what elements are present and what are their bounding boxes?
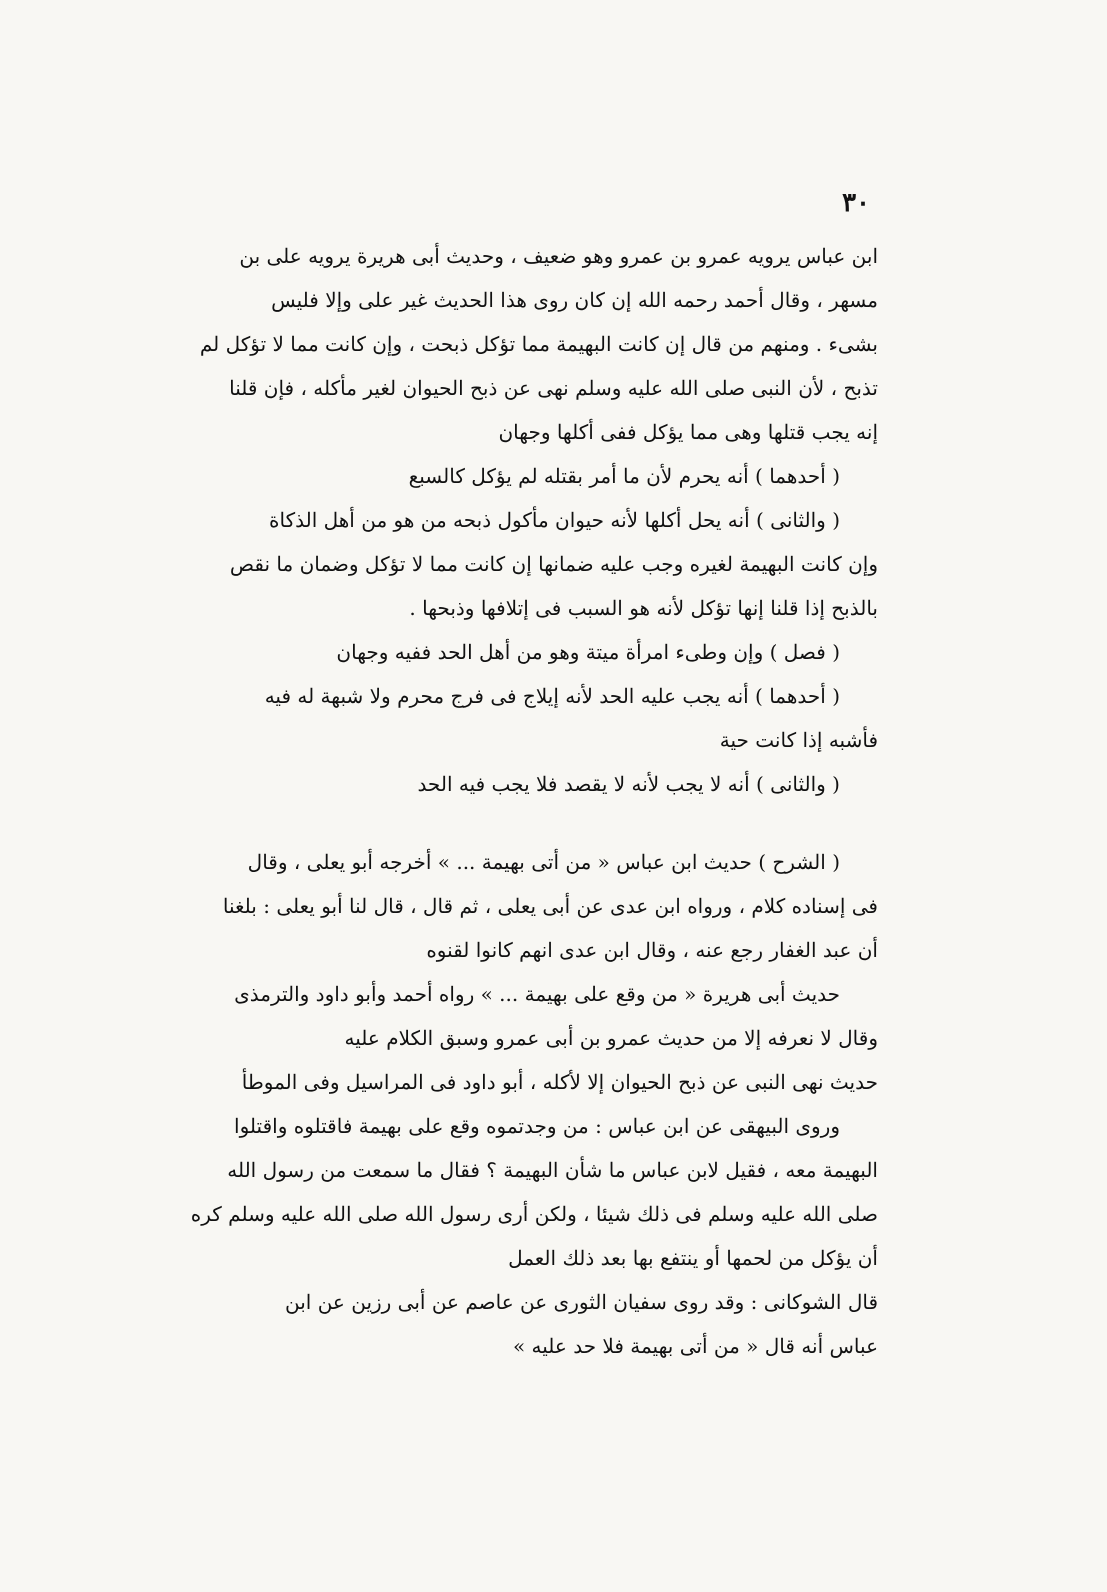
main-text-line: مسهر ، وقال أحمد رحمه الله إن كان روى هذا الحديث غير على وإلا فليس — [271, 288, 878, 312]
commentary-line: حديث نهى النبى عن ذبح الحيوان إلا لأكله ، أبو داود فى المراسيل وفى الموطأ — [241, 1070, 878, 1094]
commentary-line: صلى الله عليه وسلم فى ذلك شيئا ، ولكن أرى رسول الله صلى الله عليه وسلم كره — [190, 1202, 878, 1226]
commentary-block — [178, 840, 878, 1368]
commentary-line: أن يؤكل من لحمها أو ينتفع بها بعد ذلك العمل — [508, 1246, 878, 1270]
commentary-line: البهيمة معه ، فقيل لابن عباس ما شأن البهيمة ؟ فقال ما سمعت من رسول الله — [227, 1158, 878, 1182]
main-text-line: ( والثانى ) أنه يحل أكلها لأنه حيوان مأكول ذبحه من هو من أهل الذكاة — [269, 508, 840, 532]
commentary-line: فى إسناده كلام ، ورواه ابن عدى عن أبى يعلى ، ثم قال ، قال لنا أبو يعلى : بلغنا — [222, 894, 878, 918]
commentary-line: عباس أنه قال « من أتى بهيمة فلا حد عليه » — [512, 1334, 878, 1358]
section-heading-line: ( فصل ) وإن وطىء امرأة ميتة وهو من أهل الحد ففيه وجهان — [336, 640, 840, 664]
commentary-line: وروى البيهقى عن ابن عباس : من وجدتموه وقع على بهيمة فاقتلوه واقتلوا — [234, 1114, 840, 1138]
commentary-line: أن عبد الغفار رجع عنه ، وقال ابن عدى انهم كانوا لقنوه — [426, 938, 878, 962]
commentary-line: وقال لا نعرفه إلا من حديث عمرو بن أبى عمرو وسبق الكلام عليه — [344, 1026, 878, 1050]
main-text-line: تذبح ، لأن النبى صلى الله عليه وسلم نهى عن ذبح الحيوان لغير مأكله ، فإن قلنا — [229, 376, 878, 400]
main-text-block — [178, 234, 878, 806]
main-text-line: ( والثانى ) أنه لا يجب لأنه لا يقصد فلا يجب فيه الحد — [417, 772, 840, 796]
main-text-line: بالذبح إذا قلنا إنها تؤكل لأنه هو السبب فى إتلافها وذبحها . — [409, 596, 878, 620]
main-text-line: وإن كانت البهيمة لغيره وجب عليه ضمانها إن كانت مما لا تؤكل وضمان ما نقص — [229, 552, 878, 576]
main-text-line: ابن عباس يرويه عمرو بن عمرو وهو ضعيف ، وحديث أبى هريرة يرويه على بن — [239, 244, 878, 268]
commentary-line: ( الشرح ) حديث ابن عباس « من أتى بهيمة ... » أخرجه أبو يعلى ، وقال — [247, 850, 840, 874]
main-text-line: بشىء . ومنهم من قال إن كانت البهيمة مما تؤكل ذبحت ، وإن كانت مما لا تؤكل لم — [199, 332, 878, 356]
main-text-line: ( أحدهما ) أنه يحرم لأن ما أمر بقتله لم يؤكل كالسبع — [408, 464, 840, 488]
main-text-line: فأشبه إذا كانت حية — [719, 728, 878, 752]
commentary-line: قال الشوكانى : وقد روى سفيان الثورى عن عاصم عن أبى رزين عن ابن — [285, 1290, 878, 1314]
main-text-line: ( أحدهما ) أنه يجب عليه الحد لأنه إيلاج فى فرج محرم ولا شبهة له فيه — [264, 684, 840, 708]
page-number: ٣٠ — [842, 188, 870, 218]
commentary-line: حديث أبى هريرة « من وقع على بهيمة ... » رواه أحمد وأبو داود والترمذى — [234, 982, 840, 1006]
main-text-line: إنه يجب قتلها وهى مما يؤكل ففى أكلها وجهان — [498, 420, 878, 444]
